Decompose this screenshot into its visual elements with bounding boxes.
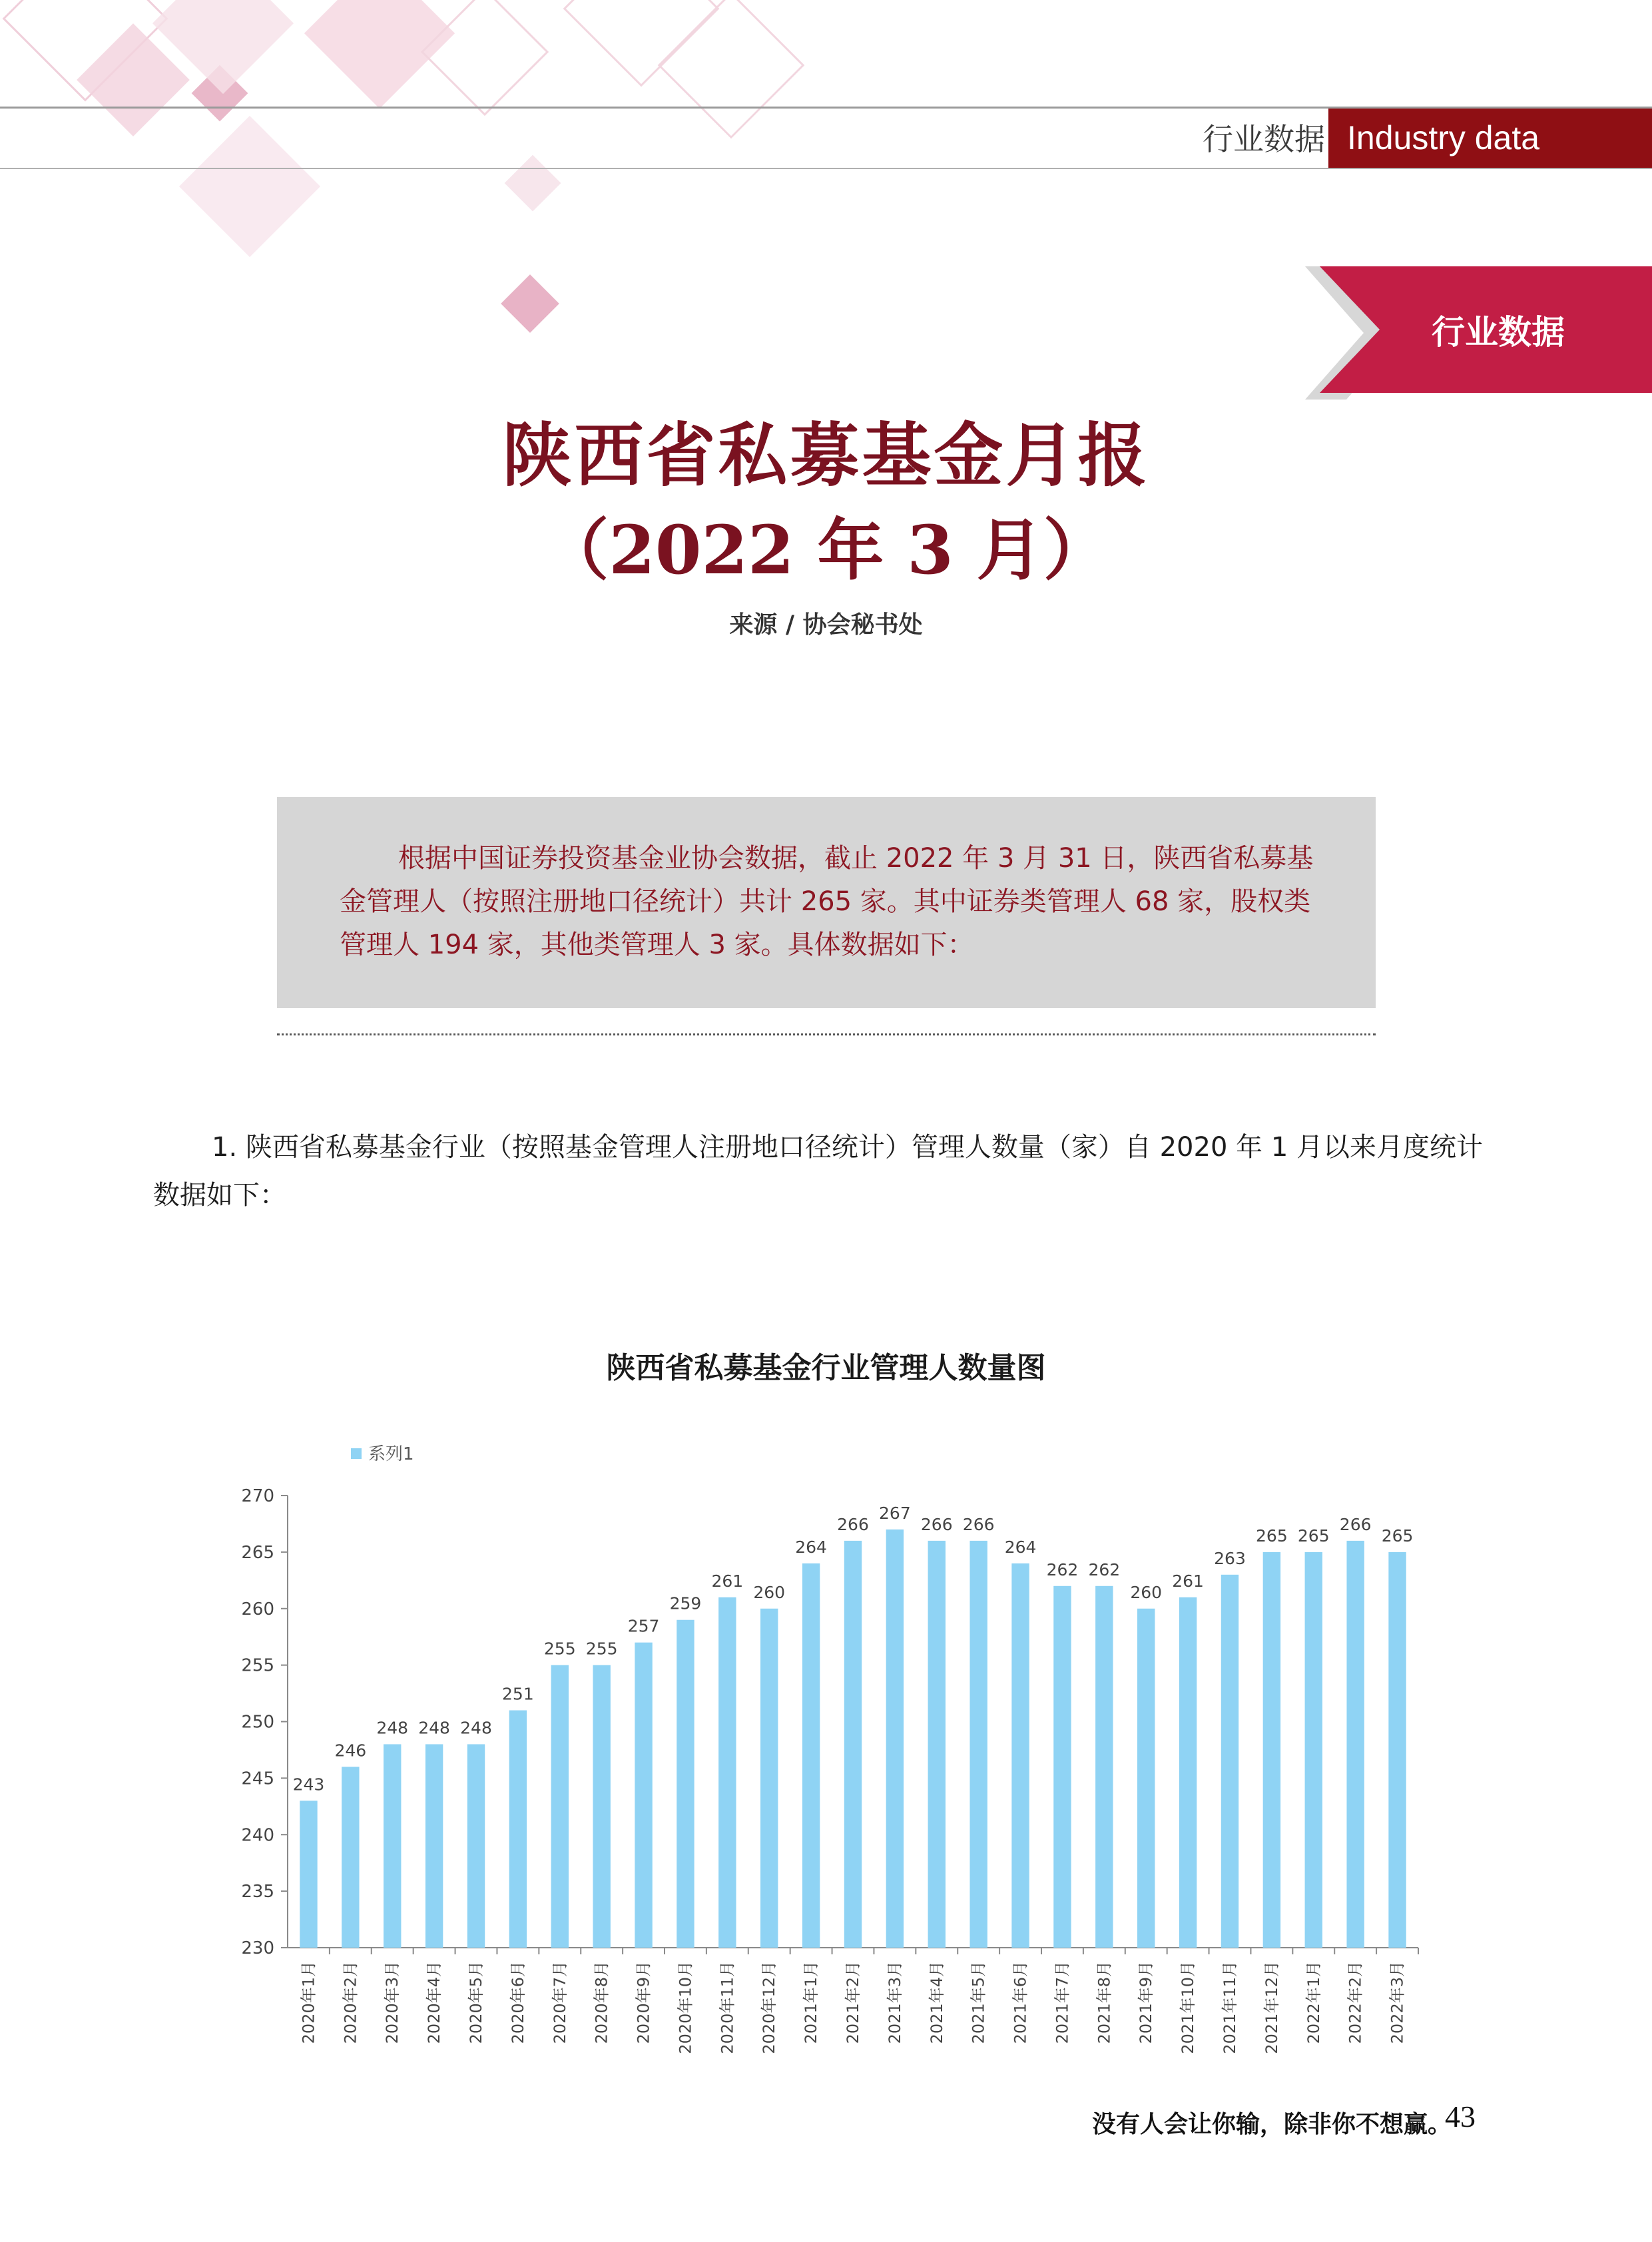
data-label: 251 bbox=[502, 1684, 534, 1704]
x-tick-label: 2020年10月 bbox=[676, 1961, 695, 2054]
data-label: 266 bbox=[962, 1514, 995, 1534]
x-tick-label: 2021年7月 bbox=[1053, 1961, 1072, 2044]
bar bbox=[844, 1541, 862, 1948]
bar bbox=[467, 1744, 485, 1948]
x-tick-label: 2020年8月 bbox=[592, 1961, 611, 2044]
bar bbox=[1095, 1586, 1113, 1948]
bar bbox=[300, 1801, 317, 1948]
data-label: 255 bbox=[543, 1639, 576, 1659]
section-title-en: Industry data bbox=[1328, 109, 1652, 168]
data-label: 266 bbox=[1339, 1514, 1372, 1534]
data-label: 265 bbox=[1381, 1526, 1414, 1545]
section-title-cn: 行业数据 bbox=[1203, 121, 1325, 157]
x-tick-label: 2020年6月 bbox=[508, 1961, 527, 2044]
y-tick-label: 260 bbox=[241, 1599, 274, 1619]
bar bbox=[1011, 1563, 1029, 1948]
data-label: 267 bbox=[879, 1503, 911, 1523]
y-tick-label: 250 bbox=[241, 1712, 274, 1733]
data-label: 243 bbox=[292, 1775, 325, 1795]
data-label: 260 bbox=[753, 1582, 786, 1602]
data-label: 248 bbox=[418, 1718, 450, 1738]
legend-swatch bbox=[351, 1448, 362, 1459]
x-tick-label: 2021年12月 bbox=[1262, 1961, 1281, 2054]
article-title: 陕西省私募基金月报 bbox=[502, 414, 1150, 496]
bar bbox=[342, 1767, 359, 1948]
bar bbox=[425, 1744, 443, 1948]
bar bbox=[551, 1665, 569, 1948]
x-tick-label: 2020年2月 bbox=[341, 1961, 360, 2044]
article-source: 来源 / 协会秘书处 bbox=[729, 611, 923, 639]
legend-label: 系列1 bbox=[368, 1444, 414, 1464]
data-label: 265 bbox=[1256, 1526, 1288, 1545]
bar bbox=[760, 1609, 778, 1948]
summary-text: 根据中国证券投资基金业协会数据，截止 2022 年 3 月 31 日，陕西省私募基金管理人（按照注册地口径统计）共计 265 家。其中证券类管理人 68 家，股权类管理人 194 家，其他类管理人 3 家。具体数据如下： bbox=[340, 843, 1314, 960]
data-label: 266 bbox=[837, 1514, 869, 1534]
data-label: 248 bbox=[376, 1718, 409, 1738]
x-tick-label: 2020年9月 bbox=[634, 1961, 653, 2044]
x-tick-label: 2021年11月 bbox=[1221, 1961, 1239, 2054]
data-label: 264 bbox=[1004, 1537, 1037, 1557]
x-tick-label: 2021年5月 bbox=[969, 1961, 988, 2044]
x-tick-label: 2021年2月 bbox=[844, 1961, 862, 2044]
bar bbox=[1137, 1609, 1155, 1948]
data-label: 261 bbox=[711, 1571, 744, 1591]
y-tick-label: 245 bbox=[241, 1769, 274, 1789]
section-tag-label: 行业数据 bbox=[1432, 313, 1565, 352]
x-tick-label: 2020年7月 bbox=[550, 1961, 569, 2044]
data-label: 263 bbox=[1214, 1548, 1246, 1568]
bar bbox=[886, 1530, 904, 1948]
body-paragraph: 1. 陕西省私募基金行业（按照基金管理人注册地口径统计）管理人数量（家）自 2020 年 1 月以来月度统计数据如下： bbox=[153, 1132, 1483, 1211]
x-tick-label: 2020年5月 bbox=[467, 1961, 485, 2044]
x-tick-label: 2021年8月 bbox=[1095, 1961, 1114, 2044]
bar bbox=[635, 1643, 652, 1948]
data-label: 265 bbox=[1297, 1526, 1330, 1545]
y-tick-label: 230 bbox=[241, 1938, 274, 1958]
bar bbox=[1221, 1575, 1239, 1948]
x-tick-label: 2022年1月 bbox=[1304, 1961, 1323, 2044]
bar bbox=[969, 1541, 987, 1948]
bar bbox=[509, 1711, 527, 1948]
y-tick-label: 270 bbox=[241, 1486, 274, 1506]
x-tick-label: 2021年3月 bbox=[885, 1961, 904, 2044]
bar bbox=[384, 1744, 401, 1948]
bar bbox=[1179, 1597, 1197, 1948]
x-tick-label: 2021年1月 bbox=[802, 1961, 821, 2044]
data-label: 266 bbox=[920, 1514, 953, 1534]
data-label: 260 bbox=[1130, 1582, 1163, 1602]
bar bbox=[1388, 1552, 1406, 1948]
bar bbox=[802, 1563, 820, 1948]
y-tick-label: 240 bbox=[241, 1825, 274, 1846]
x-tick-label: 2021年6月 bbox=[1011, 1961, 1030, 2044]
bar bbox=[1263, 1552, 1280, 1948]
data-label: 262 bbox=[1088, 1559, 1121, 1579]
bar bbox=[928, 1541, 946, 1948]
x-tick-label: 2020年3月 bbox=[383, 1961, 402, 2044]
data-label: 248 bbox=[460, 1718, 492, 1738]
x-tick-label: 2020年1月 bbox=[299, 1961, 318, 2044]
data-label: 262 bbox=[1046, 1559, 1079, 1579]
data-label: 255 bbox=[585, 1639, 618, 1659]
bar bbox=[593, 1665, 610, 1948]
x-tick-label: 2020年4月 bbox=[425, 1961, 444, 2044]
x-tick-label: 2022年2月 bbox=[1346, 1961, 1365, 2044]
x-tick-label: 2021年4月 bbox=[927, 1961, 946, 2044]
data-label: 261 bbox=[1172, 1571, 1204, 1591]
bar bbox=[1305, 1552, 1322, 1948]
bar bbox=[1053, 1586, 1071, 1948]
page-number: 43 bbox=[1445, 2100, 1476, 2133]
article-subtitle: （2022 年 3 月） bbox=[542, 511, 1110, 589]
bar bbox=[718, 1597, 736, 1948]
data-label: 259 bbox=[669, 1593, 702, 1613]
chart-title: 陕西省私募基金行业管理人数量图 bbox=[606, 1351, 1046, 1385]
y-tick-label: 235 bbox=[241, 1882, 274, 1902]
data-label: 257 bbox=[627, 1616, 660, 1636]
x-tick-label: 2020年11月 bbox=[718, 1961, 737, 2054]
bar bbox=[677, 1620, 694, 1948]
bar bbox=[1346, 1541, 1364, 1948]
y-tick-label: 265 bbox=[241, 1542, 274, 1563]
x-tick-label: 2021年10月 bbox=[1179, 1961, 1198, 2054]
footer-quote: 没有人会让你输，除非你不想赢。 bbox=[1092, 2110, 1452, 2138]
x-tick-label: 2022年3月 bbox=[1388, 1961, 1407, 2044]
x-tick-label: 2021年9月 bbox=[1137, 1961, 1156, 2044]
data-label: 264 bbox=[795, 1537, 827, 1557]
y-tick-label: 255 bbox=[241, 1655, 274, 1676]
x-tick-label: 2020年12月 bbox=[760, 1961, 779, 2054]
data-label: 246 bbox=[334, 1741, 367, 1761]
